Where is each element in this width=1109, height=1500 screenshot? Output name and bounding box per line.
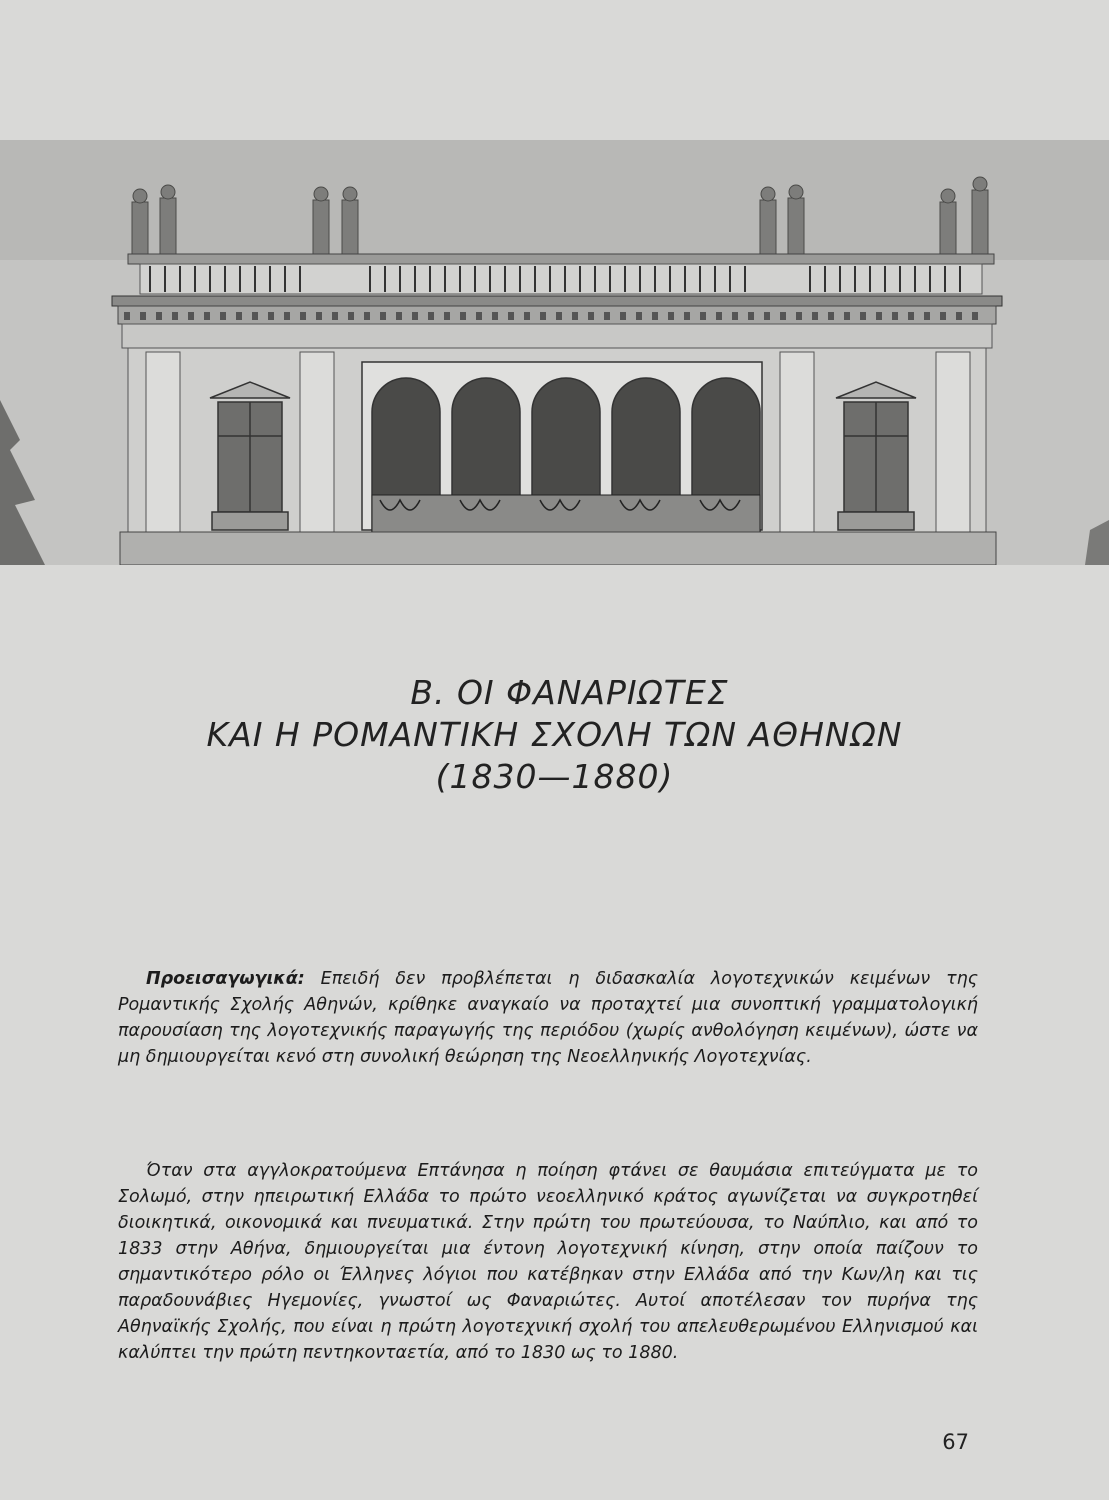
facade-drawing bbox=[0, 140, 1109, 565]
heading-line-3: (1830—1880) bbox=[435, 757, 674, 796]
heading-line-1: Β. ΟΙ ΦΑΝΑΡΙΩΤΕΣ bbox=[410, 673, 729, 712]
body-paragraph: Όταν στα αγγλοκρατούμενα Επτάνησα η ποίηση φτάνει σε θαυμάσια επιτεύγματα με το Σολωμό, στην ηπειρωτική Ελλάδα το πρώτο νεοελληνικό κράτος αγωνίζεται να συγκροτηθεί διοικητικά, οικονομικά και πνευματικά. Στην πρώτη του πρωτεύουσα, το Ναύπλιο, και από το 1833 στην Αθήνα, δημιουργείται μια έντονη λογοτεχνική κίνηση, στην οποία παίζουν το σημαντικότερο ρόλο οι Έλληνες λόγιοι που κατέβηκαν στην Ελλάδα από την Κων/λη και τις παραδουνάβιες Ηγεμονίες, γνωστοί ως Φαναριώτες. Αυτοί αποτέλεσαν τον πυρήνα της Αθηναϊκής Σχολής, που είναι η πρώτη λογοτεχνική σχολή του απελευθερωμένου Ελληνισμού και καλύπτει την πρώτη πεντηκονταετία, από το 1830 ως το 1880. bbox=[118, 1161, 978, 1363]
page-number: 67 bbox=[942, 1430, 969, 1454]
intro-text: Επειδή δεν προβλέπεται η διδασκαλία λογοτεχνικών κειμένων της Ρομαντικής Σχολής Αθηνών, κρίθηκε αναγκαίο να προταχτεί μια συνοπτική γραμματολογική παρουσίαση της λογοτεχνικής παραγωγής της περιόδου (χωρίς ανθολόγηση κειμένων), ώστε να μη δημιουργείται κενό στη συνολική θεώρηση της Νεοελληνικής Λογοτεχνίας. bbox=[118, 969, 978, 1067]
building-illustration bbox=[0, 140, 1109, 565]
intro-lead: Προεισαγωγικά: bbox=[146, 969, 305, 989]
intro-paragraph bbox=[118, 966, 978, 1070]
heading-line-2: ΚΑΙ Η ΡΟΜΑΝΤΙΚΗ ΣΧΟΛΗ ΤΩΝ ΑΘΗΝΩΝ bbox=[206, 715, 903, 754]
chapter-heading bbox=[0, 672, 1109, 798]
